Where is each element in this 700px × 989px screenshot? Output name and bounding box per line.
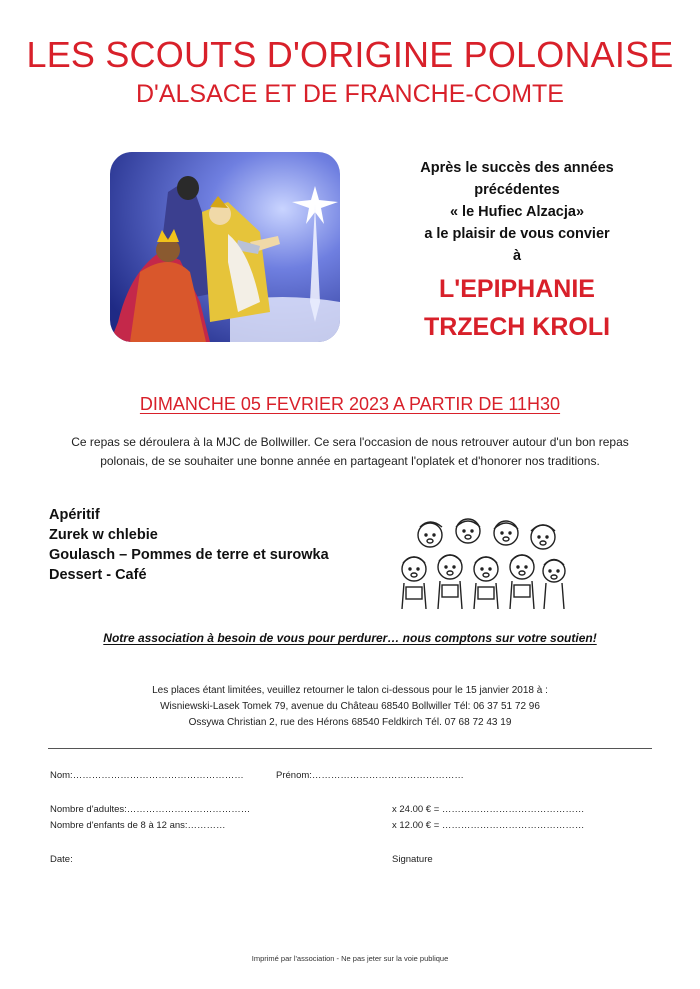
menu-item: Dessert - Café [49,567,147,583]
intro-line: Après le succès des années [420,160,614,176]
form-date-field[interactable]: Date: [50,854,73,865]
form-signature-field[interactable]: Signature [392,854,433,865]
form-child-price[interactable]: x 12.00 € = ……………………………………… [392,820,585,831]
intro-line: a le plaisir de vous convier [424,226,610,242]
page-subtitle: D'ALSACE ET DE FRANCHE-COMTE [136,80,564,108]
contact-line: Wisniewski-Lasek Tomek 79, avenue du Château 68540 Bollwiller Tél: 06 37 51 72 96 [160,701,540,712]
form-adults-field[interactable]: Nombre d'adultes:………………………………… [50,804,251,815]
form-prenom-field[interactable]: Prénom:………………………………………… [276,770,464,781]
menu-item: Apéritif [49,507,100,523]
intro-line: à [512,248,522,264]
form-nom-field[interactable]: Nom:……………………………………………… [50,770,244,781]
event-name-line1: L'EPIPHANIE [439,275,595,303]
page-title: LES SCOUTS D'ORIGINE POLONAISE [26,34,674,75]
menu-item: Zurek w chlebie [49,527,158,543]
intro-line: « le Hufiec Alzacja» [449,204,585,220]
registration-info [0,683,700,731]
event-date: DIMANCHE 05 FEVRIER 2023 A PARTIR DE 11H30 [139,394,561,414]
form-children-field[interactable]: Nombre d'enfants de 8 à 12 ans:………… [50,820,226,831]
invitation-intro [388,157,646,267]
event-name-line2: TRZECH KROLI [423,313,611,341]
footer-note: Imprimé par l'association - Ne pas jeter sur la voie publique [251,954,449,963]
singing-children-icon [398,513,568,613]
form-adult-price[interactable]: x 24.00 € = ……………………………………… [392,804,585,815]
cut-line-divider [48,748,652,749]
three-kings-illustration [110,152,340,342]
intro-line: précédentes [474,182,560,198]
event-description: Ce repas se déroulera à la MJC de Bollwiller. Ce sera l'occasion de nous retrouver autour d'un bon repas polonais, de se souhaiter une bonne année en partageant l'oplatek et d'honorer nos traditions. [71,435,629,468]
support-appeal: Notre association à besoin de vous pour perdurer… nous comptons sur votre soutien! [103,631,597,645]
menu-item: Goulasch – Pommes de terre et surowka [49,547,329,563]
menu-list [49,505,369,585]
contact-line: Ossywa Christian 2, rue des Hérons 68540 Feldkirch Tél. 07 68 72 43 19 [188,717,512,728]
registration-line: Les places étant limitées, veuillez retourner le talon ci-dessous pour le 15 janvier 2018 à : [152,685,548,696]
event-name [392,270,642,346]
